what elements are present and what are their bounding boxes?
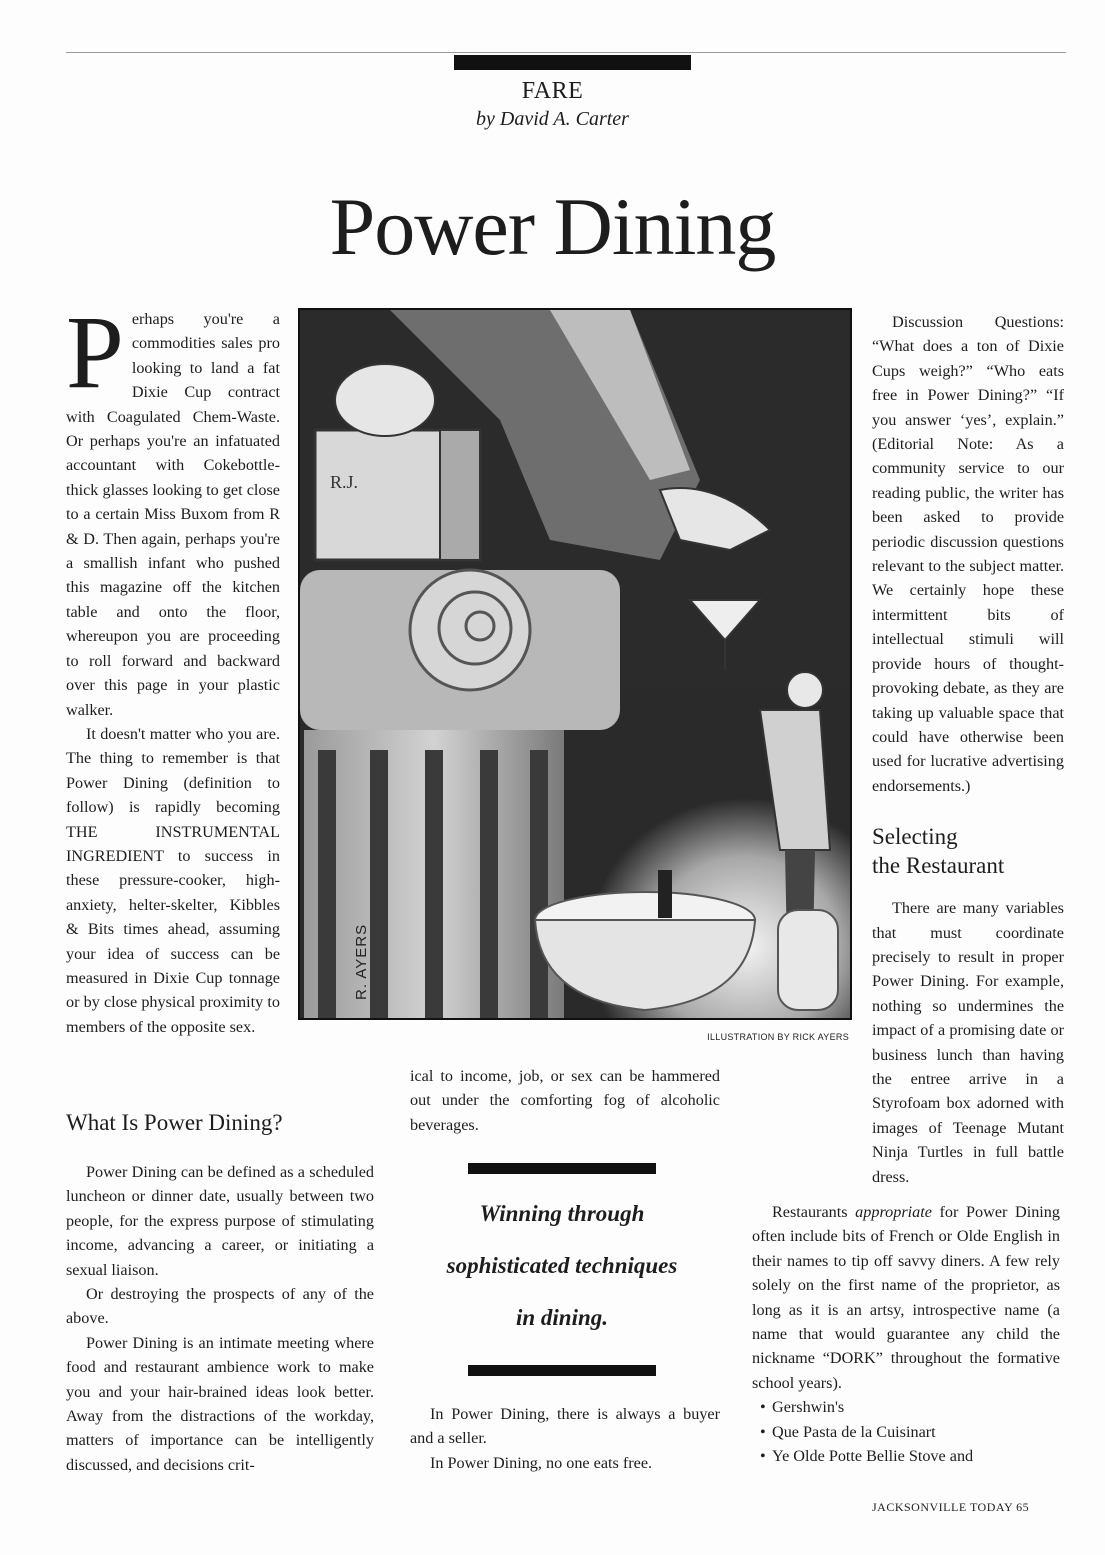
illustration-drawing: [300, 310, 850, 1018]
column-3-lower: [752, 1200, 1060, 1468]
top-rule: [66, 52, 1066, 53]
page-title: Power Dining: [329, 181, 776, 272]
discussion-questions: Discussion Questions: “What does a ton of Dixie Cups weigh?” “Who eats free in Power Dining?” “If you answer ‘yes’, explain.” (Editorial Note: As a community service to our reading public, the writer has been asked to provide periodic discussion questions relevant to the subject matter. We certainly hope these intermittent bits of intellectual stimuli will provide hours of thought-provoking debate, as they are taking up valuable space that could have otherwise been used for lucrative advertising endorsements.): [872, 313, 1064, 795]
paragraph: In Power Dining, there is always a buyer and a seller.: [410, 1405, 720, 1448]
paragraph: Power Dining can be defined as a scheduled luncheon or dinner date, usually between two people, for the express purpose of stimulating income, advancing a career, or initiating a sexual liaison.: [66, 1163, 374, 1279]
paragraph: Power Dining is an intimate meeting where food and restaurant ambience work to make you and your hair-brained ideas look better. Away from the distractions of the workday, matters of importance can be intelligently discussed, and decisions crit-: [66, 1333, 374, 1474]
illustration-credit: ILLUSTRATION BY RICK AYERS: [707, 1032, 849, 1042]
pull-quote-line: in dining.: [515, 1305, 609, 1330]
artist-signature: R. AYERS: [353, 923, 370, 1000]
page-folio: JACKSONVILLE TODAY 65: [872, 1500, 1030, 1514]
text-run: Restaurants: [772, 1203, 856, 1221]
pull-quote-line: Winning through: [479, 1201, 645, 1226]
text-run: for Power Dining often include bits of French or Olde English in their names to tip off savvy diners. A few rely solely on the first name of the proprietor, as long as it is an artsy, introspective name (a name that would guarantee any child the nickname “DORK” throughout the formative school years).: [752, 1203, 1060, 1392]
subhead-selecting: [872, 822, 1064, 880]
drop-cap: P: [66, 295, 124, 410]
pull-quote-line: sophisticated techniques: [446, 1253, 678, 1278]
briefcase-initials: R.J.: [330, 472, 359, 492]
column-1: [66, 295, 280, 1039]
illustration: [298, 308, 852, 1020]
paragraph: It doesn't matter who you are. The thing to remember is that Power Dining (definition to follow) is rapidly becoming THE INSTRUMENTAL INGREDIENT to success in these pressure-cooker, high-anxiety, helter-skelter, Kibbles & Bits times ahead, assuming your idea of success can be measured in Dixie Cup tonnage or by close physical proximity to members of the opposite sex.: [66, 724, 280, 1036]
paragraph: In Power Dining, no one eats free.: [430, 1453, 653, 1472]
emphasis: appropriate: [855, 1203, 932, 1221]
paragraph: There are many variables that must coordinate precisely to result in proper Power Dining. For example, nothing so undermines the impact of a promising date or business lunch than having the entree arrive in a Styrofoam box adorned with images of Teenage Mutant Ninja Turtles in full battle dress.: [872, 899, 1064, 1186]
pull-quote-bottom-rule: [468, 1365, 656, 1376]
section-label: FARE: [521, 78, 584, 104]
intro-paragraph: erhaps you're a commodities sales pro looking to land a fat Dixie Cup contract with Coagulated Chem-Waste. Or perhaps you're an infatuated accountant with Cokebottle-thick glasses looking to get close to a certain Miss Buxom from R & D. Then again, perhaps you're a smallish infant who pushed this magazine off the kitchen table and onto the floor, whereupon you are proceeding to roll forward and backward over this page in your plastic walker.: [66, 310, 280, 719]
list-item: • Ye Olde Potte Bellie Stove and: [752, 1444, 1060, 1468]
column-2-bottom: [410, 1402, 720, 1475]
paragraph: [752, 1200, 1060, 1395]
column-1-lower: [66, 1108, 374, 1477]
list-item: • Que Pasta de la Cuisinart: [752, 1420, 1060, 1444]
column-2-top: [410, 1064, 720, 1137]
pull-quote: [412, 1188, 712, 1344]
paragraph: ical to income, job, or sex can be hammered out under the comforting fog of alcoholic beverages.: [410, 1067, 720, 1134]
byline: by David A. Carter: [476, 108, 629, 130]
list-item: • Gershwin's: [752, 1395, 1060, 1419]
restaurant-list: [752, 1395, 1060, 1468]
subhead-line: Selecting: [872, 824, 958, 850]
subhead-what-is: What Is Power Dining?: [66, 1110, 283, 1135]
header-bar: [454, 55, 691, 70]
pull-quote-top-rule: [468, 1163, 656, 1174]
column-3-upper: [872, 310, 1064, 1186]
paragraph: Or destroying the prospects of any of the above.: [66, 1285, 374, 1328]
subhead-line: the Restaurant: [872, 853, 1005, 879]
